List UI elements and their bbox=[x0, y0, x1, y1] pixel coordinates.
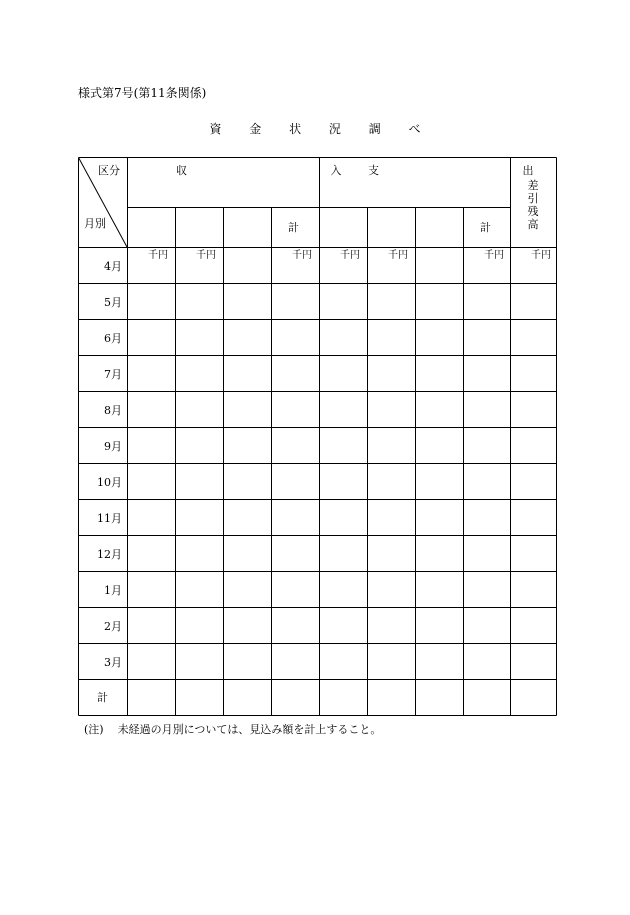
header-expense: 支 出 bbox=[368, 164, 604, 177]
footnote-mark: (注) bbox=[84, 723, 104, 736]
unit-label: 千円 bbox=[196, 250, 216, 261]
month-label: 1月 bbox=[104, 584, 122, 597]
document-title: 資 金 状 況 調 べ bbox=[209, 122, 433, 136]
month-label: 8月 bbox=[104, 404, 122, 417]
header-income-total: 計 bbox=[288, 221, 299, 234]
month-label: 3月 bbox=[104, 656, 122, 669]
month-label: 5月 bbox=[104, 296, 122, 309]
month-label: 2月 bbox=[104, 620, 122, 633]
unit-label: 千円 bbox=[388, 250, 408, 261]
form-number-label: 様式第7号(第11条関係) bbox=[78, 86, 207, 100]
month-label: 10月 bbox=[97, 476, 122, 489]
month-label: 12月 bbox=[97, 548, 122, 561]
header-balance-char: 高 bbox=[527, 218, 539, 231]
month-label: 9月 bbox=[104, 440, 122, 453]
table-grid-lines bbox=[78, 157, 557, 716]
month-label: 11月 bbox=[97, 512, 122, 525]
unit-label: 千円 bbox=[340, 250, 360, 261]
header-balance-char: 引 bbox=[527, 192, 539, 205]
header-balance bbox=[526, 179, 540, 231]
unit-label: 千円 bbox=[484, 250, 504, 261]
header-expense-total: 計 bbox=[480, 221, 491, 234]
header-balance-char: 残 bbox=[527, 205, 539, 218]
month-label: 4月 bbox=[104, 260, 122, 273]
unit-label: 千円 bbox=[531, 250, 551, 261]
total-row-label: 計 bbox=[97, 691, 108, 704]
header-income: 収 入 bbox=[176, 164, 412, 177]
header-balance-char: 差 bbox=[527, 179, 539, 192]
footnote bbox=[84, 721, 381, 737]
month-label: 7月 bbox=[104, 368, 122, 381]
unit-label: 千円 bbox=[148, 250, 168, 261]
unit-label: 千円 bbox=[292, 250, 312, 261]
fund-status-table bbox=[78, 157, 604, 716]
header-kubun: 区分 bbox=[98, 164, 120, 177]
footnote-text: 未経過の月別については、見込み額を計上すること。 bbox=[117, 723, 382, 736]
month-label: 6月 bbox=[104, 332, 122, 345]
header-tsukibetsu: 月別 bbox=[84, 217, 106, 230]
